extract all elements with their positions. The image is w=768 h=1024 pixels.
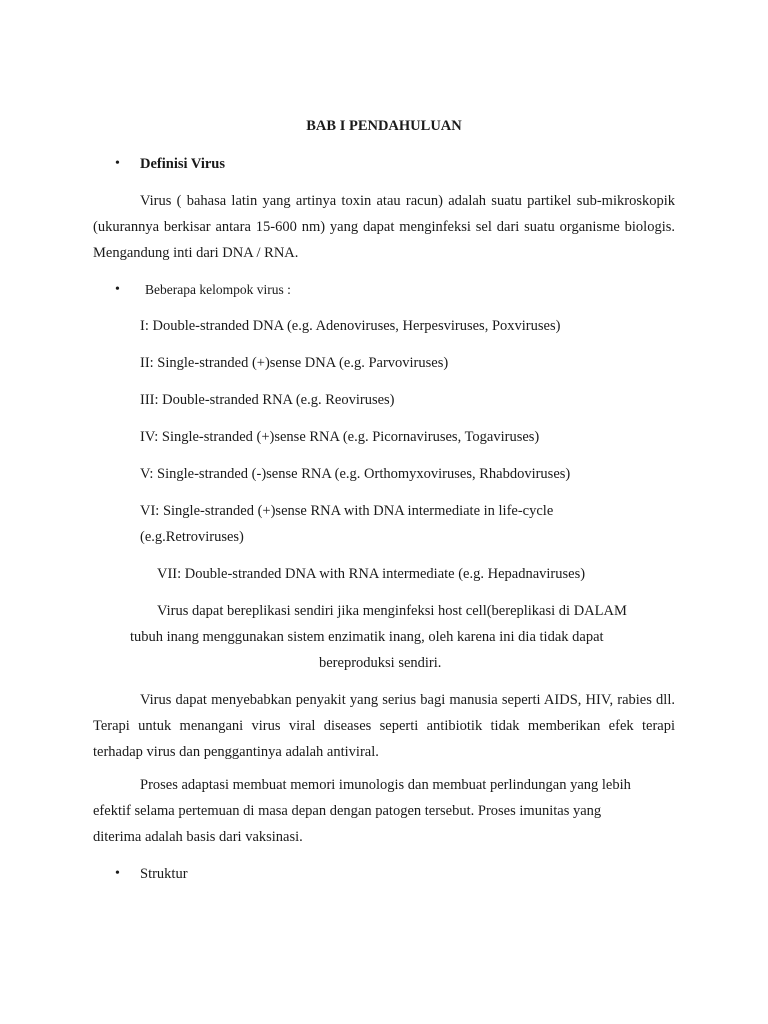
page-title: BAB I PENDAHULUAN	[306, 118, 462, 134]
list-item: I: Double-stranded DNA (e.g. Adenoviruses, Herpesviruses, Poxviruses)	[140, 318, 561, 334]
section-heading-struktur: Struktur	[140, 866, 188, 882]
paragraph-disease-text: Virus dapat menyebabkan penyakit yang serius bagi manusia seperti AIDS, HIV, rabies dll. Terapi untuk menangani virus viral diseases seperti antibiotik tidak memberikan efek terapi terhadap virus dan penggantinya adalah antiviral.	[93, 692, 675, 760]
list-item: VII: Double-stranded DNA with RNA intermediate (e.g. Hepadnaviruses)	[157, 566, 586, 582]
paragraph-adaptation-line: Proses adaptasi membuat memori imunologis dan membuat perlindungan yang lebih	[140, 777, 631, 793]
centered-paragraph-line: tubuh inang menggunakan sistem enzimatik inang, oleh karena ini dia tidak dapat	[130, 629, 604, 645]
bullet-icon: •	[115, 282, 120, 297]
list-item: II: Single-stranded (+)sense DNA (e.g. Parvoviruses)	[140, 355, 449, 371]
paragraph-disease	[93, 687, 675, 765]
paragraph-adaptation-line: efektif selama pertemuan di masa depan dengan patogen tersebut. Proses imunitas yang	[93, 803, 602, 819]
list-item: IV: Single-stranded (+)sense RNA (e.g. Picornaviruses, Togaviruses)	[140, 429, 540, 445]
section-heading-kelompok: Beberapa kelompok virus :	[145, 282, 291, 297]
list-item: VI: Single-stranded (+)sense RNA with DNA intermediate in life-cycle	[140, 503, 554, 519]
paragraph-adaptation-line: diterima adalah basis dari vaksinasi.	[93, 829, 303, 845]
section-heading-definisi: Definisi Virus	[140, 156, 225, 172]
paragraph-definition	[93, 188, 675, 266]
list-item: III: Double-stranded RNA (e.g. Reoviruses)	[140, 392, 395, 408]
centered-paragraph-line: bereproduksi sendiri.	[319, 655, 442, 671]
bullet-icon: •	[115, 156, 120, 171]
bullet-icon: •	[115, 866, 120, 881]
centered-paragraph-line: Virus dapat bereplikasi sendiri jika menginfeksi host cell(bereplikasi di DALAM	[157, 603, 627, 619]
list-item: V: Single-stranded (-)sense RNA (e.g. Orthomyxoviruses, Rhabdoviruses)	[140, 466, 571, 482]
paragraph-definition-text: Virus ( bahasa latin yang artinya toxin atau racun) adalah suatu partikel sub-mikroskopik (ukurannya berkisar antara 15-600 nm) yang dapat menginfeksi sel dari suatu organisme biologis. Mengandung inti dari DNA / RNA.	[93, 193, 675, 261]
list-item-continuation: (e.g.Retroviruses)	[140, 529, 244, 545]
